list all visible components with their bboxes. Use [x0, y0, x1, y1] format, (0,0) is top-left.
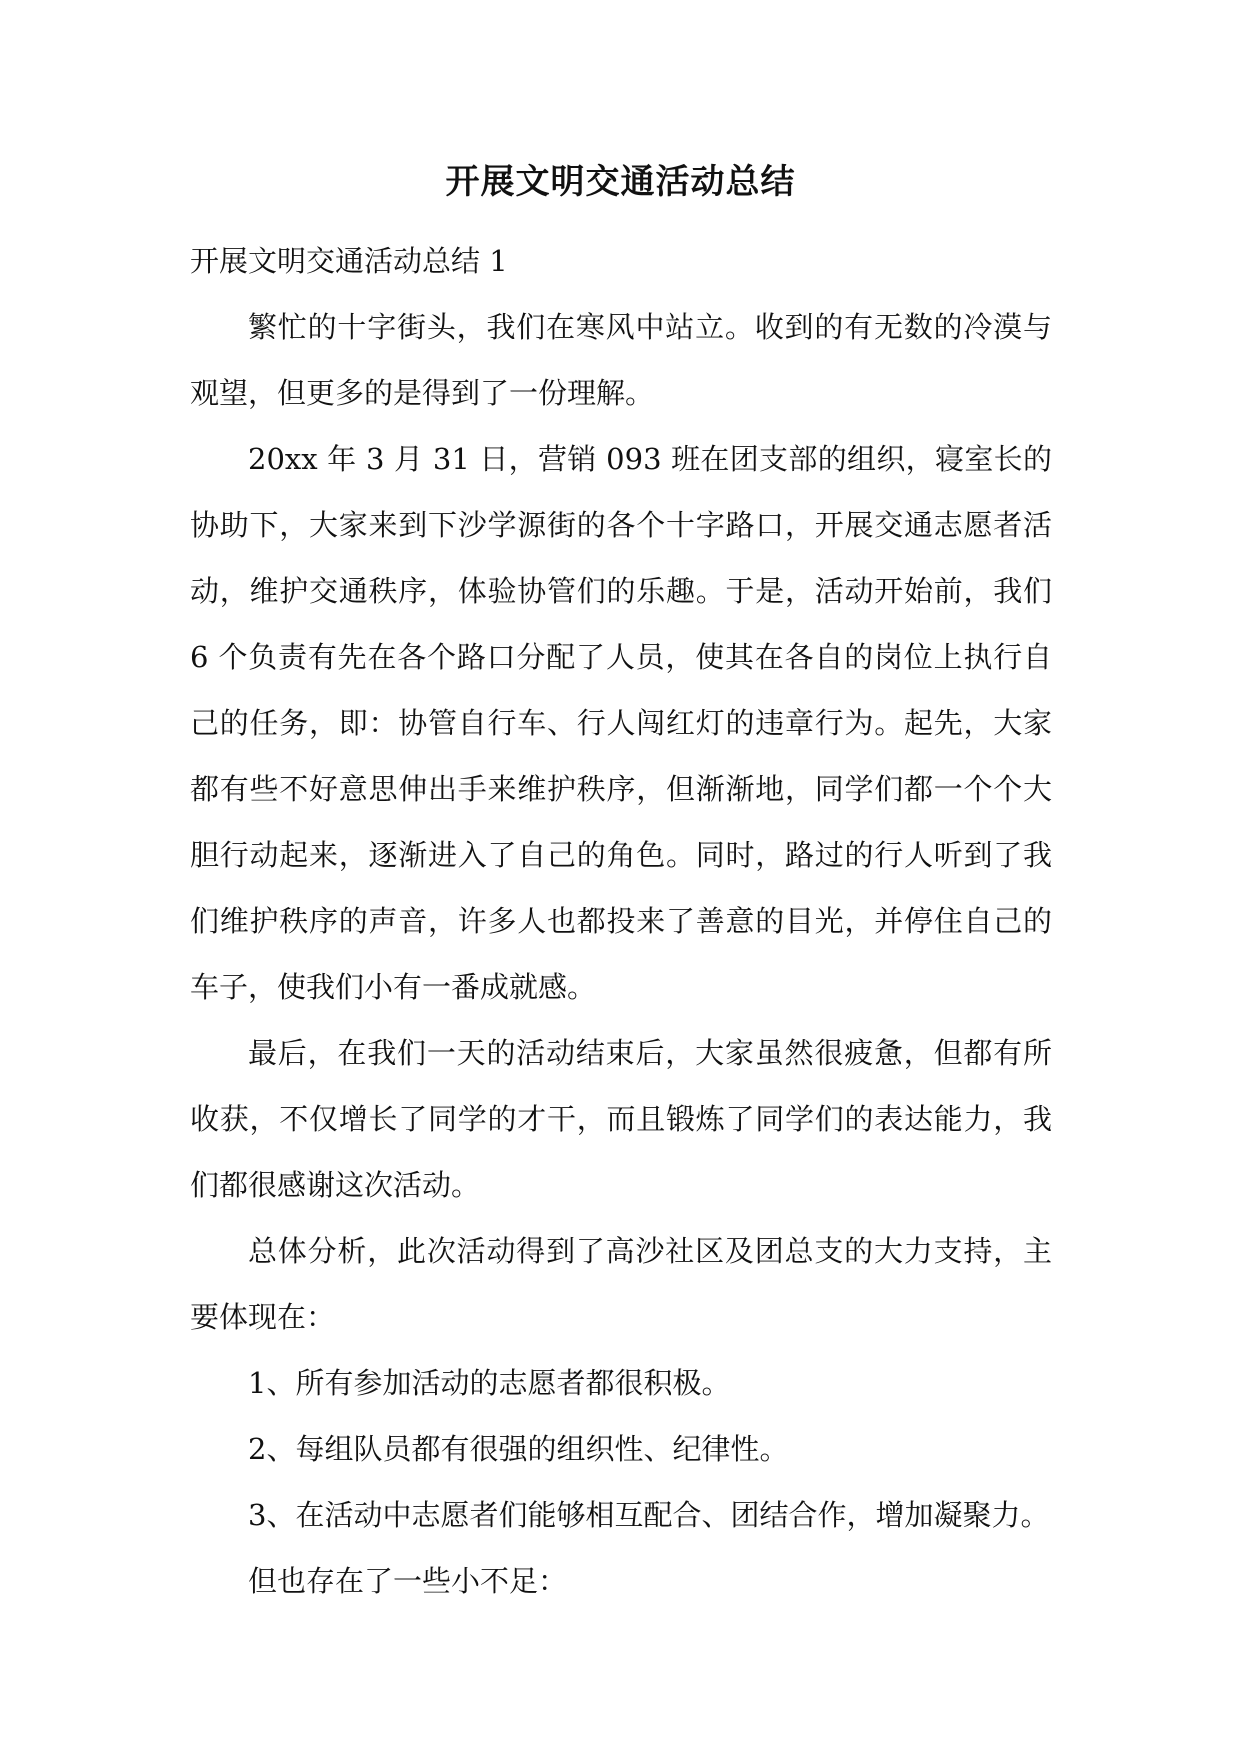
document-body — [190, 228, 1052, 1614]
paragraph: 但也存在了一些小不足： — [248, 1564, 568, 1598]
list-item: 3、在活动中志愿者们能够相互配合、团结合作，增加凝聚力。 — [248, 1498, 1050, 1532]
list-item: 2、每组队员都有很强的组织性、纪律性。 — [248, 1432, 789, 1466]
paragraph: 最后，在我们一天的活动结束后，大家虽然很疲惫，但都有所收获，不仅增长了同学的才干，而且锻炼了同学们的表达能力，我们都很感谢这次活动。 — [190, 1036, 1052, 1202]
list-item: 1、所有参加活动的志愿者都很积极。 — [248, 1366, 731, 1400]
document-title: 开展文明交通活动总结 — [445, 162, 796, 202]
paragraph: 20xx 年 3 月 31 日，营销 093 班在团支部的组织，寝室长的协助下，大家来到下沙学源街的各个十字路口，开展交通志愿者活动，维护交通秩序，体验协管们的乐趣。于是，活动开始前，我们 6 个负责有先在各个路口分配了人员，使其在各自的岗位上执行自己的任务，即：协管自行车、行人闯红灯的违章行为。起先，大家都有些不好意思伸出手来维护秩序，但渐渐地，同学们都一个个大胆行动起来，逐渐进入了自己的角色。同时，路过的行人听到了我们维护秩序的声音，许多人也都投来了善意的目光，并停住自己的车子，使我们小有一番成就感。 — [190, 442, 1052, 1004]
section-heading: 开展文明交通活动总结 1 — [190, 244, 508, 278]
paragraph: 繁忙的十字街头，我们在寒风中站立。收到的有无数的冷漠与观望，但更多的是得到了一份理解。 — [190, 310, 1052, 410]
paragraph: 总体分析，此次活动得到了高沙社区及团总支的大力支持，主要体现在： — [190, 1234, 1052, 1334]
